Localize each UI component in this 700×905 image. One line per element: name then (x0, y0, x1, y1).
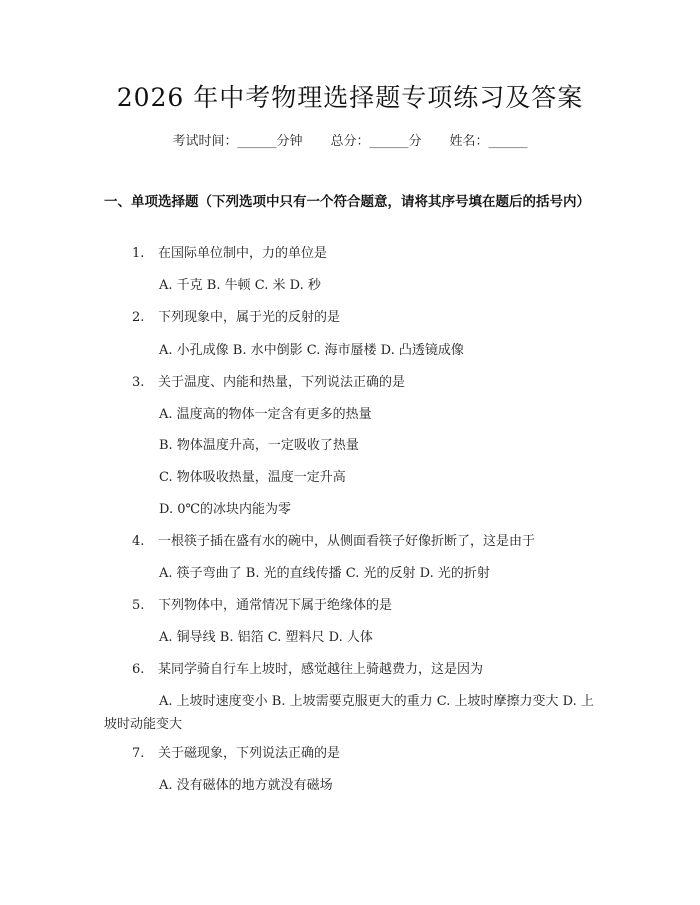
question-2 (132, 308, 340, 328)
question-number: 3. (132, 375, 145, 390)
question-5 (132, 596, 392, 616)
question-number: 6. (132, 662, 145, 677)
question-text: 关于磁现象，下列说法正确的是 (158, 746, 341, 761)
question-text: 在国际单位制中，力的单位是 (158, 246, 328, 261)
question-1 (132, 244, 327, 264)
name-field: 姓名：______ (449, 134, 528, 149)
question-number: 4. (132, 534, 145, 549)
question-7-option-a: A. 没有磁体的地方就没有磁场 (159, 778, 333, 793)
page-title: 2026 年中考物理选择题专项练习及答案 (116, 83, 584, 112)
question-text: 关于温度、内能和热量，下列说法正确的是 (158, 375, 406, 390)
question-1-options: A. 千克 B. 牛顿 C. 米 D. 秒 (159, 278, 321, 293)
question-text: 一根筷子插在盛有水的碗中，从侧面看筷子好像折断了，这是由于 (158, 534, 536, 549)
question-3 (132, 373, 405, 393)
question-5-options: A. 铜导线 B. 铝箔 C. 塑料尺 D. 人体 (159, 630, 373, 645)
question-4-options: A. 筷子弯曲了 B. 光的直线传播 C. 光的反射 D. 光的折射 (159, 566, 490, 581)
question-6-options: A. 上坡时速度变小 B. 上坡需要克服更大的重力 C. 上坡时摩擦力变大 D. 上坡时动能变大 (104, 694, 594, 732)
question-3-option-d: D. 0℃的冰块内能为零 (159, 502, 292, 517)
question-number: 7. (132, 746, 145, 761)
question-3-option-b: B. 物体温度升高，一定吸收了热量 (159, 438, 359, 453)
exam-time-field: 考试时间：______分钟 (172, 134, 303, 149)
question-number: 2. (132, 310, 145, 325)
question-text: 下列物体中，通常情况下属于绝缘体的是 (158, 598, 393, 613)
question-text: 下列现象中，属于光的反射的是 (158, 310, 341, 325)
question-number: 1. (132, 246, 145, 261)
question-6 (132, 660, 483, 680)
question-2-options: A. 小孔成像 B. 水中倒影 C. 海市蜃楼 D. 凸透镜成像 (159, 343, 464, 358)
exam-info-line (0, 132, 700, 152)
question-3-option-c: C. 物体吸收热量，温度一定升高 (159, 470, 346, 485)
question-4 (132, 532, 535, 552)
question-3-option-a: A. 温度高的物体一定含有更多的热量 (159, 407, 372, 422)
question-text: 某同学骑自行车上坡时，感觉越往上骑越费力，这是因为 (158, 662, 484, 677)
section-heading: 一、单项选择题（下列选项中只有一个符合题意，请将其序号填在题后的括号内） (104, 194, 590, 210)
question-7 (132, 744, 340, 764)
question-number: 5. (132, 598, 145, 613)
total-score-field: 总分：______分 (330, 134, 422, 149)
